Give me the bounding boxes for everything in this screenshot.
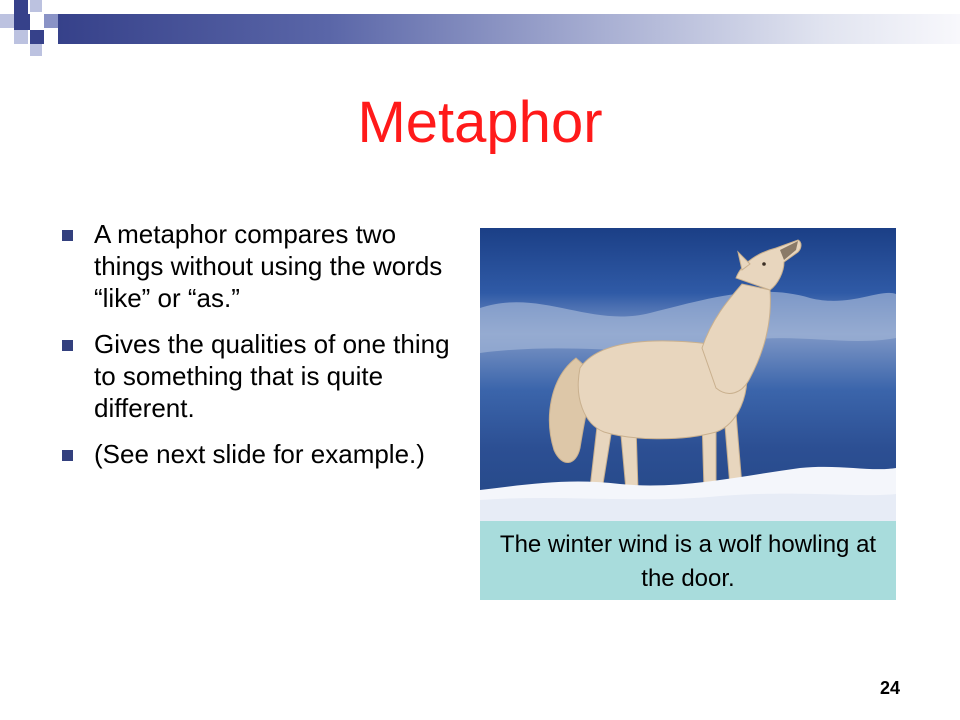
page-number: 24: [879, 678, 901, 698]
square-bullet-icon: [62, 450, 73, 461]
bullet-item: [58, 328, 458, 424]
banner-square: [30, 44, 42, 56]
banner-square: [14, 14, 30, 30]
wolf-illustration: [480, 228, 896, 522]
bullet-text: A metaphor compares two things without using the words “like” or “as.”: [94, 219, 443, 313]
bullet-item: [58, 438, 458, 470]
slide-title: Metaphor: [357, 90, 603, 155]
bullet-list: [58, 218, 458, 484]
banner-square: [14, 0, 28, 14]
square-bullet-icon: [62, 340, 73, 351]
bullet-text: Gives the qualities of one thing to something that is quite different.: [94, 329, 450, 423]
image-caption: The winter wind is a wolf howling at the door.: [480, 521, 896, 600]
bullet-text: (See next slide for example.): [94, 439, 425, 469]
banner-square: [0, 14, 14, 28]
square-bullet-icon: [62, 230, 73, 241]
banner-square: [14, 30, 28, 44]
banner-square: [44, 14, 58, 28]
banner-square: [30, 30, 44, 44]
bullet-item: [58, 218, 458, 314]
howling-wolf-photo: [480, 228, 896, 522]
banner-square: [30, 0, 42, 12]
banner-gradient-bar: [58, 14, 960, 44]
header-banner: [0, 0, 960, 56]
